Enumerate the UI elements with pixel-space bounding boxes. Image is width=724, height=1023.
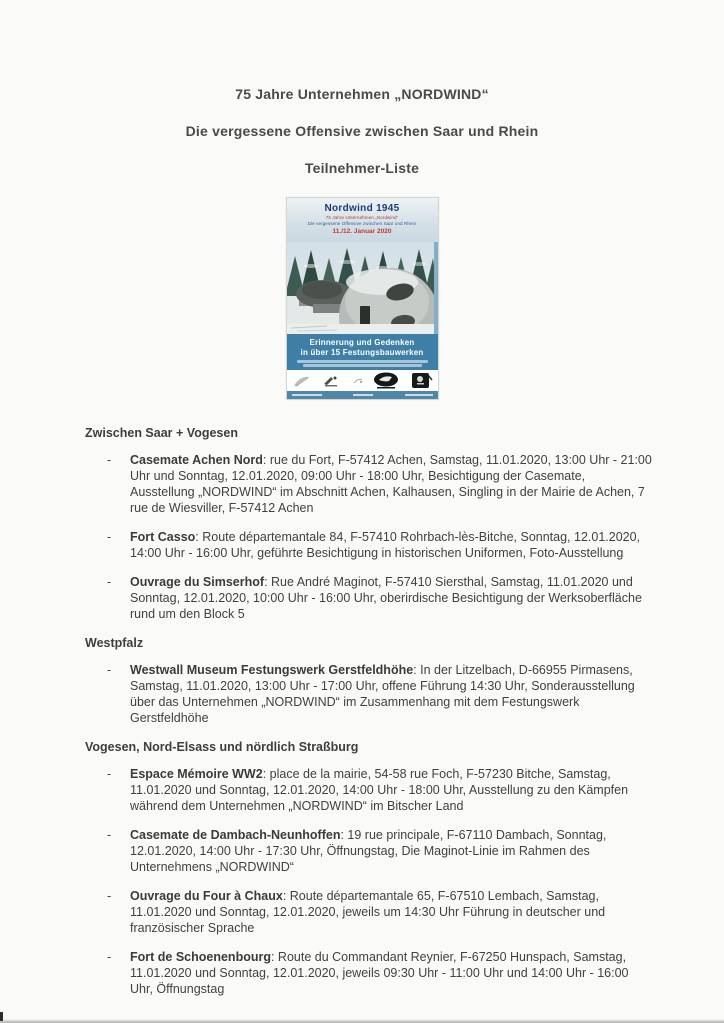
- scan-edge-artifact: [0, 1019, 724, 1023]
- site-details: : 19 rue principale, F-67110 Dambach, Sonntag, 12.01.2020, 14:00 Uhr - 17:30 Uhr, Öffnungstag, Die Maginot-Linie im Rahmen des Unternehmens „NORDWIND“: [130, 828, 607, 874]
- bullet-dash: -: [107, 767, 112, 781]
- bullet-dash: -: [107, 453, 112, 467]
- bullet-dash: -: [107, 950, 112, 964]
- poster-logos-strip: [287, 370, 438, 391]
- bullet-dash: -: [107, 828, 112, 842]
- site-details: : Route départemantale 84, F-57410 Rohrbach-lès-Bitche, Sonntag, 12.01.2020, 14:00 Uhr - 16:00 Uhr, geführte Besichtigung in historischen Uniformen, Foto-Ausstellung: [130, 530, 641, 560]
- footer-fine-print: [353, 394, 373, 396]
- poster-date: 11./12. Januar 2020: [332, 228, 392, 235]
- site-details: : In der Litzelbach, D-66955 Pirmasens, Samstag, 11.01.2020, 13:00 Uhr - 17:00 Uhr, offene Führung 14:30 Uhr, Sonderausstellung über das Unternehmen „NORDWIND“ im Zusammenhang mit dem Festungswerk Gerstfeldhöhe: [130, 663, 635, 725]
- site-name: Ouvrage du Simserhof: [130, 575, 265, 589]
- list-item-ouvrage-du-simserhof: [85, 574, 664, 622]
- list-item-westwall-museum-gerstfeldhoehe: [85, 662, 664, 726]
- footer-fine-print: [405, 394, 433, 396]
- section-heading-vogesen-nord-elsass: Vogesen, Nord-Elsass und nördlich Straßburg: [85, 740, 359, 754]
- document-list-title: Teilnehmer-Liste: [304, 160, 420, 176]
- site-name: Casemate Achen Nord: [130, 453, 263, 467]
- list-item-text: [130, 452, 652, 516]
- list-item-text: [130, 529, 652, 561]
- site-details: : Route départemantale 65, F-67510 Lembach, Samstag, 11.01.2020 und Sonntag, 12.01.2020, jeweils um 14:30 Uhr Führung in deutscher und französischer Sprache: [130, 889, 606, 935]
- list-item-text: [130, 662, 652, 726]
- small-mark-logo-icon: [352, 376, 364, 386]
- list-item-text: [130, 949, 652, 997]
- site-name: Fort Casso: [130, 530, 196, 544]
- bullet-dash: -: [107, 889, 112, 903]
- list-item-fort-de-schoenenbourg: [85, 949, 664, 997]
- poster-fine-print-line: [297, 360, 428, 363]
- site-details: : Route du Commandant Reynier, F-67250 Hunspach, Samstag, 11.01.2020 und Sonntag, 12.01.2020, jeweils 09:30 Uhr - 11:00 Uhr und 14:00 Uhr - 16:00 Uhr, Öffnungstag: [130, 950, 629, 996]
- site-details: : rue du Fort, F-57412 Achen, Samstag, 11.01.2020, 13:00 Uhr - 21:00 Uhr und Sonntag, 12.01.2020, 09:00 Uhr - 18:00 Uhr, Besichtigung der Casemate, Ausstellung „NORDWIND“ im Abschnitt Achen, Kalhausen, Singling in der Mairie de Achen, 7 rue de Wiesviller, F-57412 Achen: [130, 453, 652, 515]
- site-name: Ouvrage du Four à Chaux: [130, 889, 283, 903]
- section-heading-zwischen-saar-vogesen: Zwischen Saar + Vogesen: [85, 426, 238, 440]
- section-heading-westpfalz: Westpfalz: [85, 636, 144, 650]
- fortress-association-logo-icon: [321, 374, 343, 388]
- poster-banner-line-1: Erinnerung und Gedenken: [309, 338, 415, 347]
- bullet-dash: -: [107, 530, 112, 544]
- bullet-dash: -: [107, 575, 112, 589]
- poster-subtitle-1: 75 Jahre Unternehmen „Nordwind“: [325, 215, 399, 220]
- document-title: 75 Jahre Unternehmen „NORDWIND“: [235, 86, 489, 102]
- document-header: [0, 0, 724, 176]
- site-details: : place de la mairie, 54-58 rue Foch, F-57230 Bitche, Samstag, 11.01.2020 und Sonntag, 12.01.2020, 14:00 Uhr - 18:00 Uhr, Ausstellung zu den Kämpfen während dem Unternehmen „NORDWIND“ im Bitscher Land: [130, 767, 629, 813]
- poster-banner: [287, 334, 438, 370]
- site-name: Fort de Schoenenbourg: [130, 950, 271, 964]
- list-item-casemate-achen-nord: [85, 452, 664, 516]
- poster-subtitle-2: Die vergessene Offensive zwischen Saar und Rhein: [307, 220, 417, 226]
- poster-banner-line-2: in über 15 Festungsbauwerken: [300, 347, 424, 357]
- poster-photo-winter-bunker-illustration: [287, 242, 438, 334]
- site-name: Casemate de Dambach-Neunhoffen: [130, 828, 341, 842]
- square-emblem-logo-icon: [409, 372, 433, 389]
- poster-footer-strip: [287, 391, 438, 399]
- participant-list: [0, 400, 724, 997]
- list-item-ouvrage-du-four-a-chaux: [85, 888, 664, 936]
- bullet-dash: -: [107, 663, 112, 677]
- scan-corner-artifact: [0, 1012, 3, 1021]
- poster-fine-print-line: [303, 364, 422, 367]
- document-subtitle: Die vergessene Offensive zwischen Saar und Rhein: [185, 123, 539, 139]
- photo-edge-strip: [434, 242, 438, 334]
- site-details: : Rue André Maginot, F-57410 Siersthal, Samstag, 11.01.2020 und Sonntag, 12.01.2020, 10:00 Uhr - 16:00 Uhr, oberirdische Besichtigung der Werksoberfläche rund um den Block 5: [130, 575, 642, 621]
- footer-fine-print: [292, 394, 322, 396]
- list-item-text: [130, 574, 652, 622]
- site-name: Espace Mémoire WW2: [130, 767, 263, 781]
- list-item-casemate-de-dambach-neunhoffen: [85, 827, 664, 875]
- event-poster: [286, 197, 439, 400]
- poster-header: [287, 198, 438, 242]
- list-item-text: [130, 888, 652, 936]
- list-item-text: [130, 766, 652, 814]
- site-name: Westwall Museum Festungswerk Gerstfeldhöhe: [130, 663, 414, 677]
- poster-title: Nordwind 1945: [324, 203, 400, 214]
- list-item-fort-casso: [85, 529, 664, 561]
- list-item-text: [130, 827, 652, 875]
- foreground-snow: [287, 324, 438, 334]
- oval-emblem-logo-icon: [373, 372, 399, 389]
- feather-logo-icon: [292, 374, 312, 388]
- list-item-espace-memoire-ww2: [85, 766, 664, 814]
